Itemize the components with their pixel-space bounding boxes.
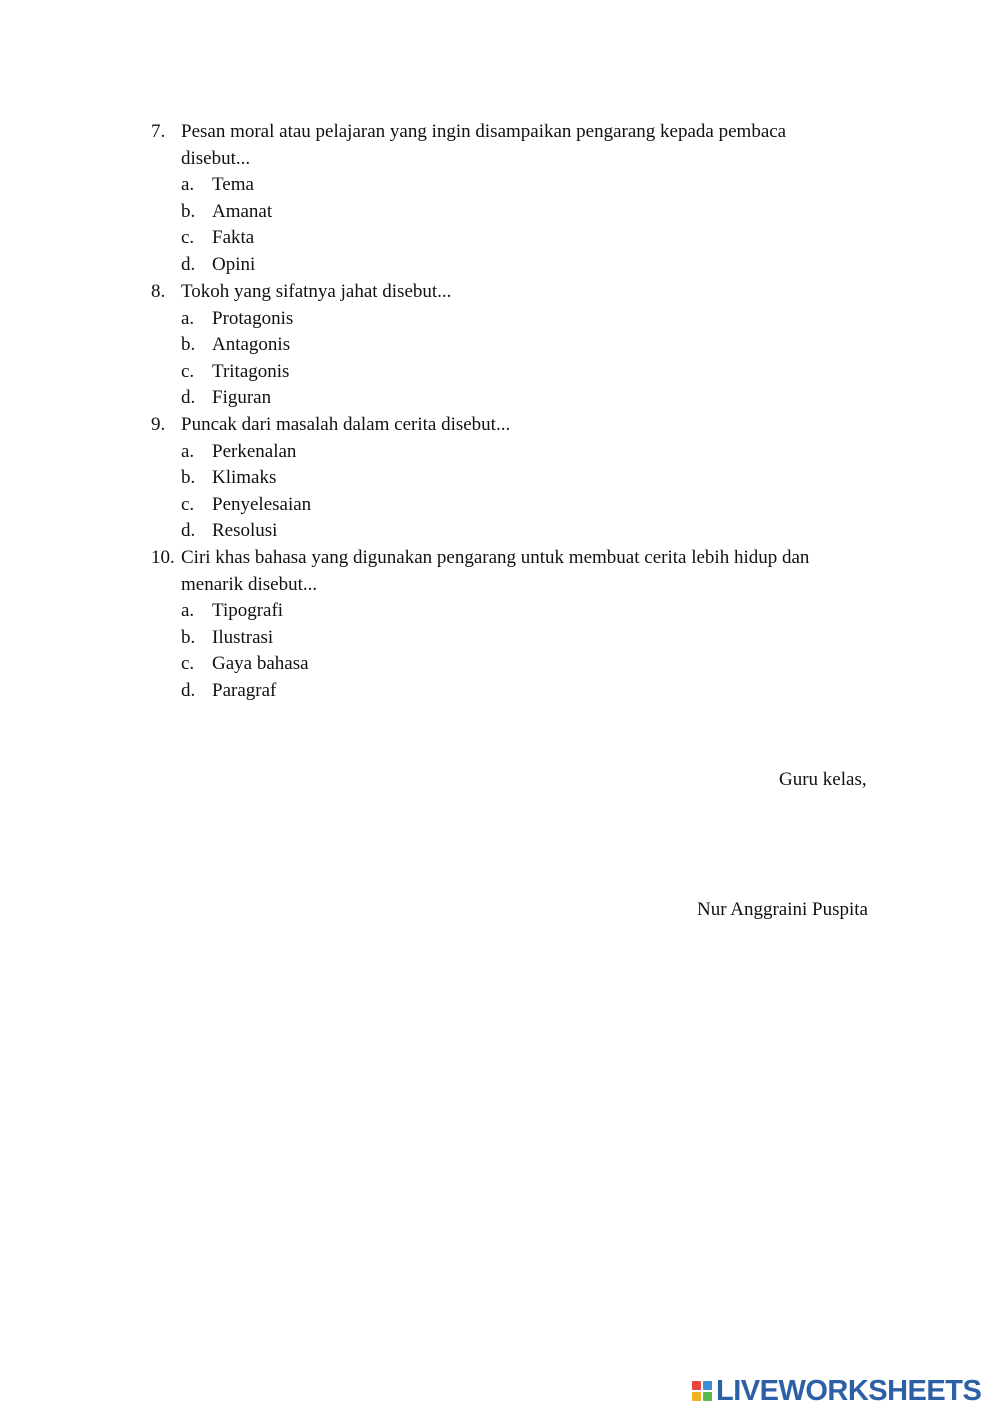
question-number: 7. bbox=[151, 121, 166, 142]
option-letter: a. bbox=[181, 174, 195, 196]
question-text: Tokoh yang sifatnya jahat disebut... bbox=[181, 281, 452, 302]
option-letter: a. bbox=[181, 440, 195, 462]
option-text: Paragraf bbox=[212, 679, 277, 701]
question-9 bbox=[0, 412, 1000, 545]
mark-square bbox=[703, 1392, 712, 1401]
liveworksheets-logo bbox=[692, 1376, 981, 1406]
mark-square bbox=[692, 1381, 701, 1390]
option-text: Ilustrasi bbox=[212, 626, 274, 648]
question-number: 10. bbox=[151, 547, 175, 568]
option-d[interactable] bbox=[0, 518, 1000, 545]
option-c[interactable] bbox=[0, 359, 1000, 386]
option-letter: b. bbox=[181, 334, 196, 356]
option-text: Protagonis bbox=[212, 307, 294, 329]
option-letter: c. bbox=[181, 493, 195, 515]
option-a[interactable] bbox=[0, 306, 1000, 333]
option-text: Klimaks bbox=[212, 467, 277, 489]
option-b[interactable] bbox=[0, 465, 1000, 492]
option-b[interactable] bbox=[0, 332, 1000, 359]
option-letter: d. bbox=[181, 520, 196, 542]
option-letter: d. bbox=[181, 387, 196, 409]
option-c[interactable] bbox=[0, 225, 1000, 252]
option-text: Antagonis bbox=[212, 334, 291, 356]
option-letter: c. bbox=[181, 653, 195, 675]
question-7 bbox=[0, 119, 1000, 279]
option-a[interactable] bbox=[0, 598, 1000, 625]
signature-role: Guru kelas, bbox=[779, 769, 867, 790]
mark-square bbox=[703, 1381, 712, 1390]
question-number: 9. bbox=[151, 414, 166, 435]
option-text: Tipografi bbox=[212, 600, 284, 622]
option-letter: c. bbox=[181, 360, 195, 382]
option-b[interactable] bbox=[0, 199, 1000, 226]
option-letter: a. bbox=[181, 307, 195, 329]
question-number: 8. bbox=[151, 281, 166, 302]
mark-square bbox=[692, 1392, 701, 1401]
option-text: Gaya bahasa bbox=[212, 653, 309, 675]
question-text: disebut... bbox=[181, 147, 251, 169]
option-a[interactable] bbox=[0, 172, 1000, 199]
option-text: Resolusi bbox=[212, 520, 278, 542]
option-text: Tritagonis bbox=[212, 360, 290, 382]
liveworksheets-mark-icon bbox=[692, 1381, 712, 1401]
option-d[interactable] bbox=[0, 252, 1000, 279]
option-letter: b. bbox=[181, 200, 196, 222]
option-d[interactable] bbox=[0, 678, 1000, 705]
option-d[interactable] bbox=[0, 385, 1000, 412]
signature-name: Nur Anggraini Puspita bbox=[697, 899, 868, 920]
option-text: Tema bbox=[212, 174, 254, 196]
option-letter: b. bbox=[181, 626, 196, 648]
option-letter: d. bbox=[181, 679, 196, 701]
question-text: Pesan moral atau pelajaran yang ingin disampaikan pengarang kepada pembaca bbox=[181, 121, 787, 142]
option-c[interactable] bbox=[0, 492, 1000, 519]
option-letter: d. bbox=[181, 253, 196, 275]
option-text: Opini bbox=[212, 253, 256, 275]
option-c[interactable] bbox=[0, 651, 1000, 678]
option-text: Figuran bbox=[212, 387, 272, 409]
option-text: Perkenalan bbox=[212, 440, 297, 462]
option-text: Amanat bbox=[212, 200, 273, 222]
option-b[interactable] bbox=[0, 625, 1000, 652]
question-8 bbox=[0, 279, 1000, 412]
question-text: menarik disebut... bbox=[181, 573, 318, 595]
option-text: Fakta bbox=[212, 227, 255, 249]
brand-name: LIVEWORKSHEETS bbox=[716, 1375, 982, 1407]
option-letter: c. bbox=[181, 227, 195, 249]
option-a[interactable] bbox=[0, 439, 1000, 466]
option-letter: a. bbox=[181, 600, 195, 622]
question-text: Puncak dari masalah dalam cerita disebut... bbox=[181, 414, 511, 435]
question-text: Ciri khas bahasa yang digunakan pengarang untuk membuat cerita lebih hidup dan bbox=[181, 547, 810, 568]
option-letter: b. bbox=[181, 467, 196, 489]
question-10 bbox=[0, 545, 1000, 705]
option-text: Penyelesaian bbox=[212, 493, 312, 515]
